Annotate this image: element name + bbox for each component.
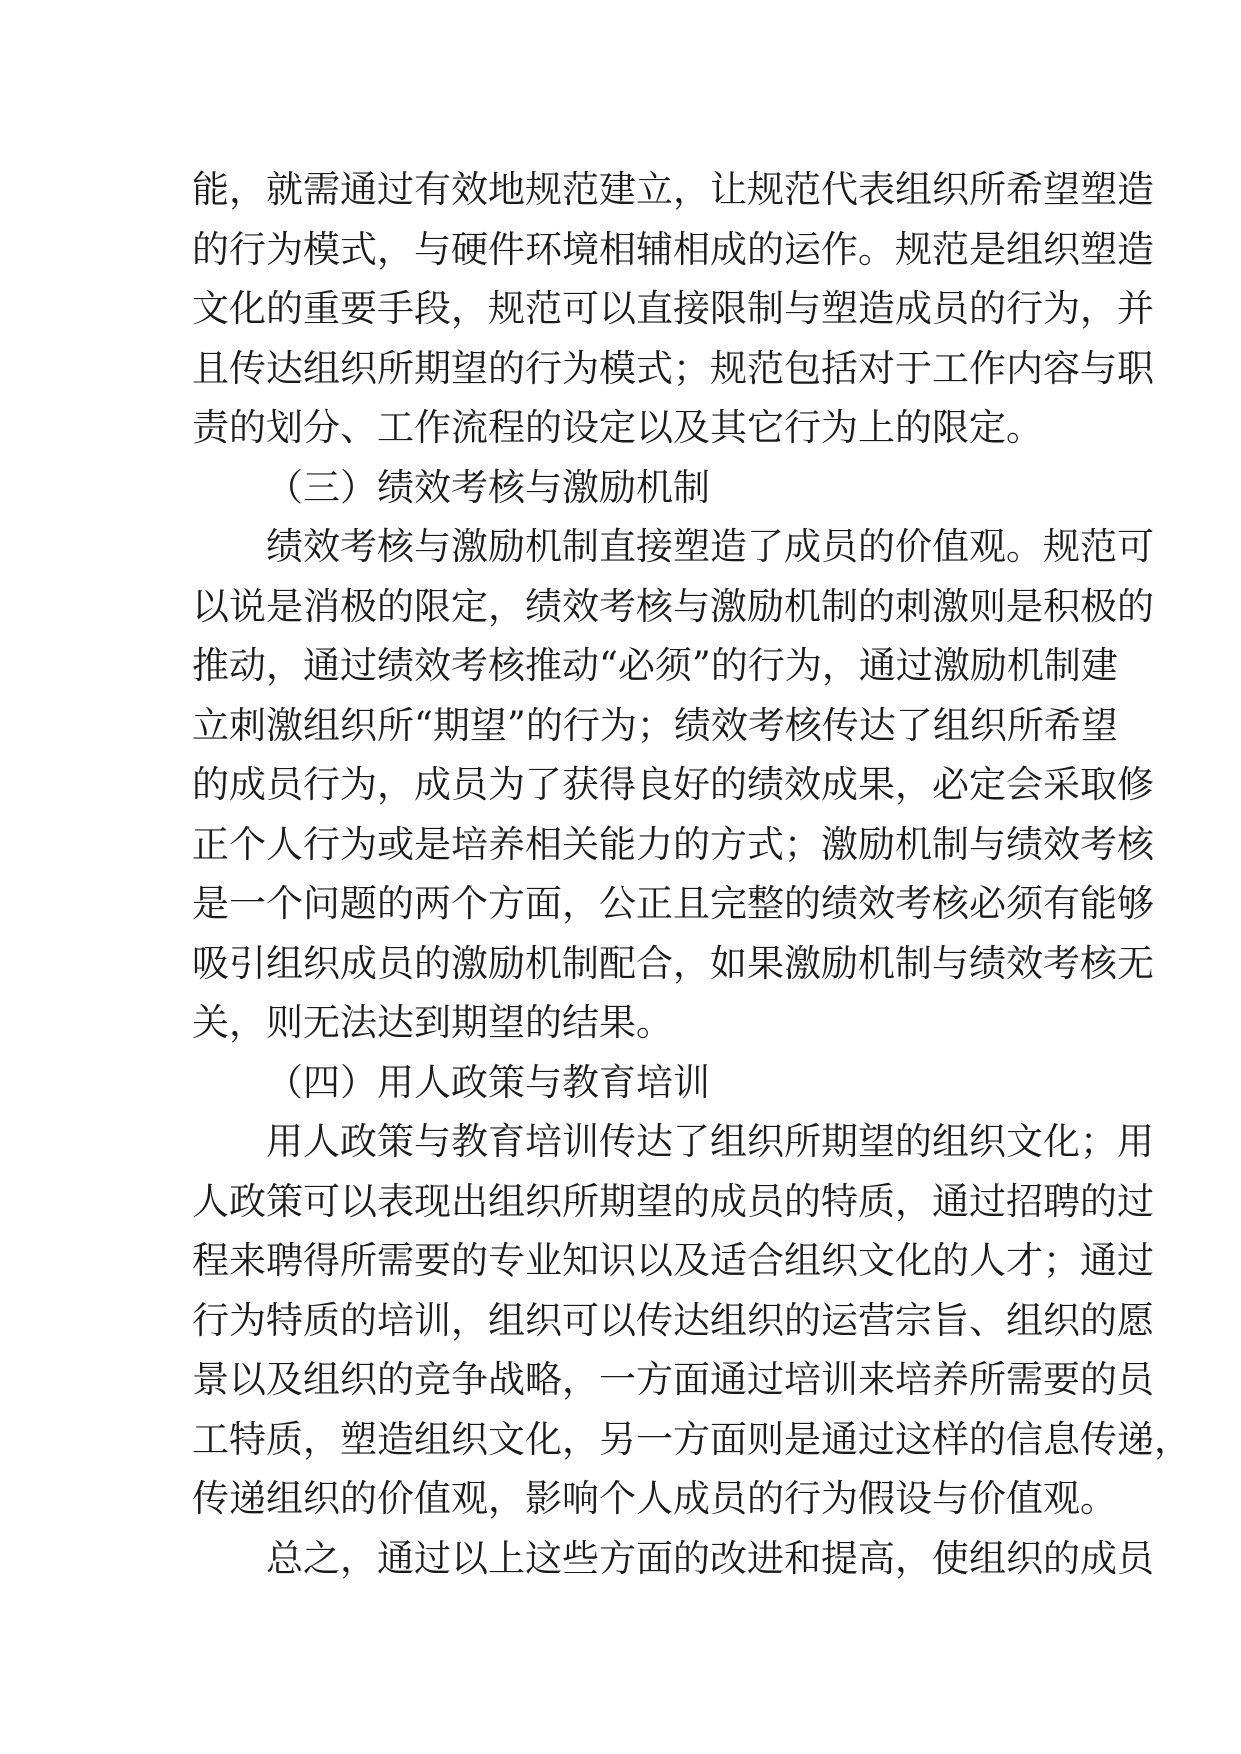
text-line: 推动，通过绩效考核推动“必须”的行为，通过激励机制建 (192, 644, 1118, 687)
text-line: 人政策可以表现出组织所期望的成员的特质，通过招聘的过 (192, 1179, 1154, 1223)
paragraph-last-line: 责的划分、工作流程的设定以及其它行为上的限定。 (192, 406, 1043, 449)
paragraph-last-line: 关，则无法达到期望的结果。 (192, 1001, 673, 1044)
text-line: 吸引组织成员的激励机制配合，如果激励机制与绩效考核无 (192, 941, 1154, 985)
text-line: 的行为模式，与硬件环境相辅相成的运作。规范是组织塑造 (192, 227, 1154, 271)
text-line: 行为特质的培训，组织可以传达组织的运营宗旨、组织的愿 (192, 1298, 1154, 1342)
paragraph-first-line: 绩效考核与激励机制直接塑造了成员的价值观。规范可 (266, 525, 1154, 568)
text-line: 工特质，塑造组织文化，另一方面则是通过这样的信息传递， (192, 1417, 1191, 1461)
text-line: 以说是消极的限定，绩效考核与激励机制的刺激则是积极的 (192, 584, 1154, 628)
text-line: 景以及组织的竞争战略，一方面通过培训来培养所需要的员 (192, 1358, 1154, 1401)
text-line: 正个人行为或是培养相关能力的方式；激励机制与绩效考核 (192, 822, 1154, 866)
paragraph-first-line: 用人政策与教育培训传达了组织所期望的组织文化；用 (266, 1120, 1154, 1163)
body-text (192, 160, 1191, 1588)
paragraph-first-line: 总之，通过以上这些方面的改进和提高，使组织的成员 (266, 1536, 1154, 1580)
text-line: 能，就需通过有效地规范建立，让规范代表组织所希望塑造 (192, 168, 1154, 211)
text-line: 且传达组织所期望的行为模式；规范包括对于工作内容与职 (192, 346, 1154, 390)
text-line: 程来聘得所需要的专业知识以及适合组织文化的人才；通过 (192, 1239, 1154, 1282)
section-heading: （四）用人政策与教育培训 (266, 1060, 710, 1104)
text-line: 是一个问题的两个方面，公正且完整的绩效考核必须有能够 (192, 882, 1154, 925)
text-line: 文化的重要手段，规范可以直接限制与塑造成员的行为，并 (192, 287, 1154, 330)
section-heading: （三）绩效考核与激励机制 (266, 465, 710, 509)
paragraph-last-line: 传递组织的价值观，影响个人成员的行为假设与价值观。 (192, 1477, 1117, 1520)
text-line: 的成员行为，成员为了获得良好的绩效成果，必定会采取修 (192, 763, 1154, 806)
text-line: 立刺激组织所“期望”的行为；绩效考核传达了组织所希望 (192, 703, 1118, 747)
